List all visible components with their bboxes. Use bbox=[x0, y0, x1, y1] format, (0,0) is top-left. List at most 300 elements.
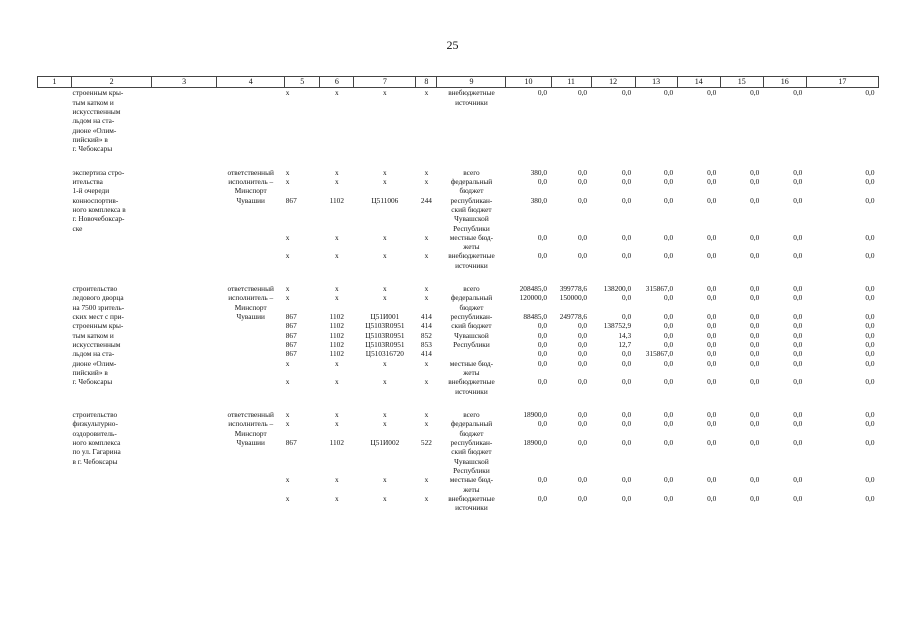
table-cell: 0,0 bbox=[865, 494, 875, 504]
table-cell bbox=[416, 205, 437, 214]
column-header-8: 8 bbox=[416, 77, 437, 88]
table-cell bbox=[38, 494, 72, 503]
table-cell bbox=[763, 224, 806, 233]
table-cell: 0,0 bbox=[750, 475, 760, 485]
table-cell: Минспорт bbox=[234, 428, 267, 438]
table-cell bbox=[217, 475, 285, 484]
table-cell bbox=[677, 98, 720, 107]
table-cell: жеты bbox=[463, 242, 480, 252]
table-cell: 853 bbox=[420, 340, 432, 350]
table-cell bbox=[437, 349, 506, 358]
table-cell bbox=[591, 387, 635, 396]
table-cell: 0,0 bbox=[622, 293, 632, 303]
table-cell bbox=[285, 457, 320, 466]
table-cell bbox=[152, 312, 217, 321]
table-cell bbox=[217, 242, 285, 251]
table-cell: х bbox=[334, 475, 339, 485]
table-cell bbox=[720, 126, 763, 135]
table-cell bbox=[354, 205, 416, 214]
table-cell: исполнитель – bbox=[228, 293, 274, 303]
table-cell: 0,0 bbox=[577, 176, 588, 186]
table-cell: 0,0 bbox=[793, 293, 803, 303]
table-cell bbox=[217, 144, 285, 153]
table-row bbox=[38, 88, 879, 98]
table-cell bbox=[806, 303, 878, 312]
table-cell bbox=[416, 429, 437, 438]
table-cell bbox=[551, 135, 591, 144]
table-cell: х bbox=[285, 494, 290, 504]
table-cell bbox=[152, 396, 217, 410]
table-cell bbox=[635, 135, 677, 144]
table-cell bbox=[152, 126, 217, 135]
table-cell: Чувашской bbox=[454, 330, 489, 340]
table-cell: Чувашии bbox=[236, 195, 265, 205]
table-cell bbox=[152, 349, 217, 358]
table-cell bbox=[763, 135, 806, 144]
table-cell bbox=[591, 126, 635, 135]
table-cell: местные бюд- bbox=[449, 232, 494, 242]
table-cell: 0,0 bbox=[664, 358, 674, 368]
table-cell bbox=[551, 116, 591, 125]
table-cell bbox=[506, 387, 551, 396]
table-cell bbox=[416, 242, 437, 251]
table-cell bbox=[152, 438, 217, 447]
table-cell bbox=[285, 154, 320, 168]
table-cell: источники bbox=[455, 260, 488, 270]
table-cell bbox=[38, 168, 72, 177]
table-cell: х bbox=[285, 167, 290, 177]
table-cell bbox=[437, 144, 506, 153]
table-cell: федеральный bbox=[450, 419, 493, 429]
table-cell bbox=[38, 359, 72, 368]
table-cell bbox=[38, 485, 72, 494]
table-cell: 138200,0 bbox=[603, 284, 632, 294]
table-cell: 0,0 bbox=[865, 167, 875, 177]
table-cell bbox=[720, 368, 763, 377]
table-cell bbox=[763, 368, 806, 377]
table-cell: 0,0 bbox=[707, 88, 717, 98]
table-cell bbox=[285, 396, 320, 410]
table-cell: х bbox=[334, 167, 339, 177]
table-cell: х bbox=[334, 284, 339, 294]
table-cell: экспертиза стро- bbox=[72, 167, 125, 177]
table-cell bbox=[354, 368, 416, 377]
table-cell: всего bbox=[463, 410, 480, 420]
table-cell: 0,0 bbox=[793, 494, 803, 504]
table-cell bbox=[416, 503, 437, 512]
table-cell bbox=[152, 447, 217, 456]
table-cell bbox=[763, 107, 806, 116]
table-cell bbox=[320, 98, 354, 107]
table-cell: 0,0 bbox=[793, 340, 803, 350]
table-cell bbox=[152, 242, 217, 251]
table-cell: местные бюд- bbox=[449, 358, 494, 368]
table-row bbox=[38, 503, 879, 512]
table-cell bbox=[38, 331, 72, 340]
table-cell bbox=[38, 503, 72, 512]
table-cell bbox=[38, 368, 72, 377]
table-cell: бюджет bbox=[459, 428, 484, 438]
table-cell bbox=[152, 261, 217, 270]
table-cell bbox=[591, 214, 635, 223]
table-row bbox=[38, 485, 879, 494]
table-row bbox=[38, 331, 879, 340]
table-row bbox=[38, 340, 879, 349]
table-cell bbox=[38, 144, 72, 153]
table-row bbox=[38, 214, 879, 223]
table-cell bbox=[217, 261, 285, 270]
table-cell: 867 bbox=[285, 330, 297, 340]
table-cell bbox=[591, 116, 635, 125]
table-cell: 0,0 bbox=[750, 167, 760, 177]
table-cell: бюджет bbox=[459, 186, 484, 196]
table-cell bbox=[635, 503, 677, 512]
table-cell bbox=[591, 303, 635, 312]
table-cell: г. Новочебоксар- bbox=[72, 214, 125, 224]
table-cell: 12,7 bbox=[618, 340, 632, 350]
table-cell bbox=[416, 368, 437, 377]
table-cell: всего bbox=[463, 284, 480, 294]
table-cell: оздоровитель- bbox=[72, 428, 117, 438]
table-cell bbox=[285, 261, 320, 270]
table-cell: Чувашской bbox=[454, 456, 489, 466]
table-cell: республикан- bbox=[450, 312, 493, 322]
table-cell: х bbox=[383, 232, 387, 242]
table-cell: х bbox=[424, 419, 429, 429]
table-cell bbox=[720, 270, 763, 284]
table-cell bbox=[677, 116, 720, 125]
table-cell: 0,0 bbox=[865, 349, 875, 359]
table-cell bbox=[720, 205, 763, 214]
table-cell bbox=[320, 396, 354, 410]
table-cell bbox=[416, 387, 437, 396]
table-row bbox=[38, 126, 879, 135]
table-cell bbox=[416, 154, 437, 168]
table-cell bbox=[285, 144, 320, 153]
table-cell bbox=[217, 233, 285, 242]
column-header-12: 12 bbox=[591, 77, 635, 88]
table-cell: 0,0 bbox=[707, 167, 717, 177]
table-cell: Республики bbox=[453, 340, 490, 350]
table-cell bbox=[551, 503, 591, 512]
table-cell: ответственный bbox=[227, 410, 274, 420]
table-cell bbox=[416, 466, 437, 475]
table-cell bbox=[416, 98, 437, 107]
table-cell bbox=[677, 126, 720, 135]
table-cell bbox=[635, 368, 677, 377]
table-cell: 0,0 bbox=[664, 195, 674, 205]
table-row bbox=[38, 438, 879, 447]
table-cell bbox=[217, 377, 285, 386]
table-cell: 0,0 bbox=[537, 330, 548, 340]
table-cell: в г. Чебоксары bbox=[72, 456, 118, 466]
table-cell: 1102 bbox=[329, 330, 344, 340]
table-cell bbox=[320, 261, 354, 270]
table-cell: х bbox=[424, 176, 429, 186]
table-cell bbox=[285, 368, 320, 377]
table-cell: 1102 bbox=[329, 312, 344, 322]
table-cell bbox=[152, 270, 217, 284]
table-cell bbox=[806, 429, 878, 438]
table-cell: 0,0 bbox=[865, 377, 875, 387]
table-cell: 867 bbox=[285, 438, 297, 448]
table-cell: федеральный bbox=[450, 293, 493, 303]
table-cell: 0,0 bbox=[664, 251, 674, 261]
table-cell bbox=[152, 321, 217, 330]
table-cell: 0,0 bbox=[750, 358, 760, 368]
table-cell bbox=[217, 359, 285, 368]
table-cell bbox=[551, 485, 591, 494]
table-cell bbox=[720, 186, 763, 195]
table-cell bbox=[506, 466, 551, 475]
table-cell bbox=[551, 242, 591, 251]
table-cell: 0,0 bbox=[664, 88, 674, 98]
table-cell bbox=[152, 196, 217, 205]
table-cell: 0,0 bbox=[750, 330, 760, 340]
table-cell: 0,0 bbox=[622, 410, 632, 420]
table-row bbox=[38, 377, 879, 386]
table-cell bbox=[320, 270, 354, 284]
table-cell: х bbox=[285, 377, 290, 387]
table-cell bbox=[152, 475, 217, 484]
table-cell: х bbox=[424, 410, 429, 420]
table-cell: внебюджетные bbox=[448, 494, 495, 504]
table-cell bbox=[763, 242, 806, 251]
table-cell bbox=[635, 107, 677, 116]
table-cell bbox=[152, 429, 217, 438]
table-cell: жеты bbox=[463, 368, 480, 378]
table-cell: 0,0 bbox=[793, 330, 803, 340]
table-cell bbox=[38, 98, 72, 107]
table-cell: 0,0 bbox=[622, 176, 632, 186]
table-cell: 0,0 bbox=[750, 494, 760, 504]
table-cell bbox=[285, 270, 320, 284]
table-cell: 0,0 bbox=[707, 293, 717, 303]
table-cell bbox=[591, 224, 635, 233]
table-cell: 0,0 bbox=[750, 232, 760, 242]
table-cell: 0,0 bbox=[577, 377, 588, 387]
table-row bbox=[38, 177, 879, 186]
table-cell bbox=[551, 214, 591, 223]
table-row bbox=[38, 205, 879, 214]
table-cell bbox=[720, 396, 763, 410]
table-cell bbox=[72, 154, 152, 168]
table-cell bbox=[354, 144, 416, 153]
table-cell: 0,0 bbox=[793, 410, 803, 420]
table-cell: 0,0 bbox=[664, 494, 674, 504]
table-cell: Республики bbox=[453, 223, 490, 233]
table-cell: 0,0 bbox=[537, 232, 548, 242]
table-cell bbox=[506, 98, 551, 107]
table-cell: 867 bbox=[285, 321, 297, 331]
table-cell: х bbox=[383, 358, 387, 368]
table-cell bbox=[591, 457, 635, 466]
table-cell bbox=[38, 377, 72, 386]
table-cell: 0,0 bbox=[707, 377, 717, 387]
table-cell: 0,0 bbox=[793, 167, 803, 177]
table-cell bbox=[635, 429, 677, 438]
table-cell bbox=[152, 186, 217, 195]
table-row bbox=[38, 284, 879, 293]
table-cell bbox=[506, 503, 551, 512]
table-cell: 0,0 bbox=[793, 195, 803, 205]
table-cell bbox=[217, 503, 285, 512]
table-cell bbox=[285, 429, 320, 438]
table-cell bbox=[217, 447, 285, 456]
table-cell bbox=[635, 205, 677, 214]
table-cell: 414 bbox=[420, 312, 432, 322]
table-cell: х bbox=[334, 232, 339, 242]
table-cell bbox=[152, 466, 217, 475]
table-cell: х bbox=[424, 284, 429, 294]
table-row bbox=[38, 368, 879, 377]
table-cell bbox=[354, 107, 416, 116]
table-cell bbox=[354, 270, 416, 284]
table-cell bbox=[320, 144, 354, 153]
table-cell: 0,0 bbox=[577, 340, 588, 350]
table-cell bbox=[677, 214, 720, 223]
table-cell bbox=[152, 457, 217, 466]
table-cell bbox=[416, 457, 437, 466]
table-row bbox=[38, 349, 879, 358]
table-cell bbox=[38, 312, 72, 321]
table-cell bbox=[720, 107, 763, 116]
table-cell bbox=[506, 396, 551, 410]
table-cell bbox=[506, 116, 551, 125]
table-cell bbox=[677, 270, 720, 284]
table-cell bbox=[720, 135, 763, 144]
table-cell: 0,0 bbox=[793, 438, 803, 448]
table-cell: строенным кры- bbox=[72, 321, 124, 331]
table-cell: 0,0 bbox=[793, 284, 803, 294]
table-cell: дионе «Олим- bbox=[72, 125, 117, 135]
table-cell bbox=[763, 387, 806, 396]
table-cell: 0,0 bbox=[577, 330, 588, 340]
table-cell bbox=[677, 485, 720, 494]
table-cell: 0,0 bbox=[793, 232, 803, 242]
table-cell bbox=[152, 485, 217, 494]
table-cell: 1102 bbox=[329, 340, 344, 350]
table-cell bbox=[806, 447, 878, 456]
table-cell bbox=[416, 135, 437, 144]
table-cell bbox=[591, 186, 635, 195]
table-row bbox=[38, 116, 879, 125]
table-cell bbox=[437, 126, 506, 135]
table-cell bbox=[217, 270, 285, 284]
table-cell bbox=[591, 503, 635, 512]
table-cell bbox=[217, 387, 285, 396]
table-cell: строенным кры- bbox=[72, 88, 124, 98]
table-cell bbox=[38, 135, 72, 144]
table-cell bbox=[635, 242, 677, 251]
table-cell bbox=[551, 396, 591, 410]
table-cell: 0,0 bbox=[664, 410, 674, 420]
table-cell: 1-й очереди bbox=[72, 186, 110, 196]
table-cell bbox=[806, 135, 878, 144]
table-cell bbox=[591, 485, 635, 494]
table-cell bbox=[506, 186, 551, 195]
table-cell: 0,0 bbox=[793, 88, 803, 98]
column-header-15: 15 bbox=[720, 77, 763, 88]
table-cell: Ц5103R0951 bbox=[365, 340, 405, 350]
table-cell bbox=[217, 135, 285, 144]
table-cell: 0,0 bbox=[622, 167, 632, 177]
table-cell: 0,0 bbox=[707, 232, 717, 242]
table-cell: 0,0 bbox=[750, 88, 760, 98]
table-cell: республикан- bbox=[450, 438, 493, 448]
table-cell: 0,0 bbox=[664, 232, 674, 242]
table-cell: х bbox=[383, 377, 387, 387]
table-cell bbox=[635, 396, 677, 410]
table-cell: 0,0 bbox=[793, 377, 803, 387]
table-cell: 0,0 bbox=[793, 321, 803, 331]
table-cell: 0,0 bbox=[664, 321, 674, 331]
table-cell: х bbox=[285, 88, 290, 98]
table-cell: х bbox=[334, 88, 339, 98]
table-cell: конноспортив- bbox=[72, 195, 119, 205]
table-cell: 0,0 bbox=[537, 349, 548, 359]
table-cell bbox=[677, 224, 720, 233]
table-cell: 18900,0 bbox=[523, 438, 548, 448]
table-cell bbox=[152, 368, 217, 377]
table-cell: 14,3 bbox=[618, 330, 632, 340]
table-cell bbox=[806, 466, 878, 475]
table-cell bbox=[38, 88, 72, 98]
table-cell: 0,0 bbox=[793, 349, 803, 359]
table-cell: 0,0 bbox=[622, 475, 632, 485]
table-cell bbox=[152, 377, 217, 386]
table-cell bbox=[217, 466, 285, 475]
table-cell: ительства bbox=[72, 176, 103, 186]
table-cell: 0,0 bbox=[865, 251, 875, 261]
table-cell: 0,0 bbox=[664, 330, 674, 340]
table-cell: строительство bbox=[72, 410, 118, 420]
table-cell: 18900,0 bbox=[523, 410, 548, 420]
table-cell: х bbox=[424, 358, 429, 368]
table-cell bbox=[551, 126, 591, 135]
table-cell bbox=[320, 368, 354, 377]
table-cell: 867 bbox=[285, 349, 297, 359]
column-header-14: 14 bbox=[677, 77, 720, 88]
table-cell bbox=[72, 466, 152, 475]
table-cell bbox=[591, 135, 635, 144]
table-cell bbox=[320, 186, 354, 195]
table-cell bbox=[720, 242, 763, 251]
table-cell: 0,0 bbox=[537, 251, 548, 261]
table-cell bbox=[38, 205, 72, 214]
table-cell bbox=[806, 107, 878, 116]
table-cell: 0,0 bbox=[707, 419, 717, 429]
table-cell bbox=[677, 242, 720, 251]
table-cell bbox=[506, 154, 551, 168]
table-cell bbox=[217, 88, 285, 98]
table-cell bbox=[217, 349, 285, 358]
table-cell bbox=[354, 214, 416, 223]
table-cell: 0,0 bbox=[865, 195, 875, 205]
table-cell bbox=[354, 396, 416, 410]
table-cell bbox=[38, 475, 72, 484]
table-cell: 0,0 bbox=[793, 176, 803, 186]
table-body bbox=[38, 88, 879, 513]
table-cell bbox=[285, 214, 320, 223]
table-cell: х bbox=[285, 475, 290, 485]
table-cell: 0,0 bbox=[622, 232, 632, 242]
table-cell bbox=[416, 214, 437, 223]
table-cell bbox=[285, 387, 320, 396]
table-cell bbox=[285, 205, 320, 214]
table-cell bbox=[677, 396, 720, 410]
table-cell: 522 bbox=[420, 438, 432, 448]
